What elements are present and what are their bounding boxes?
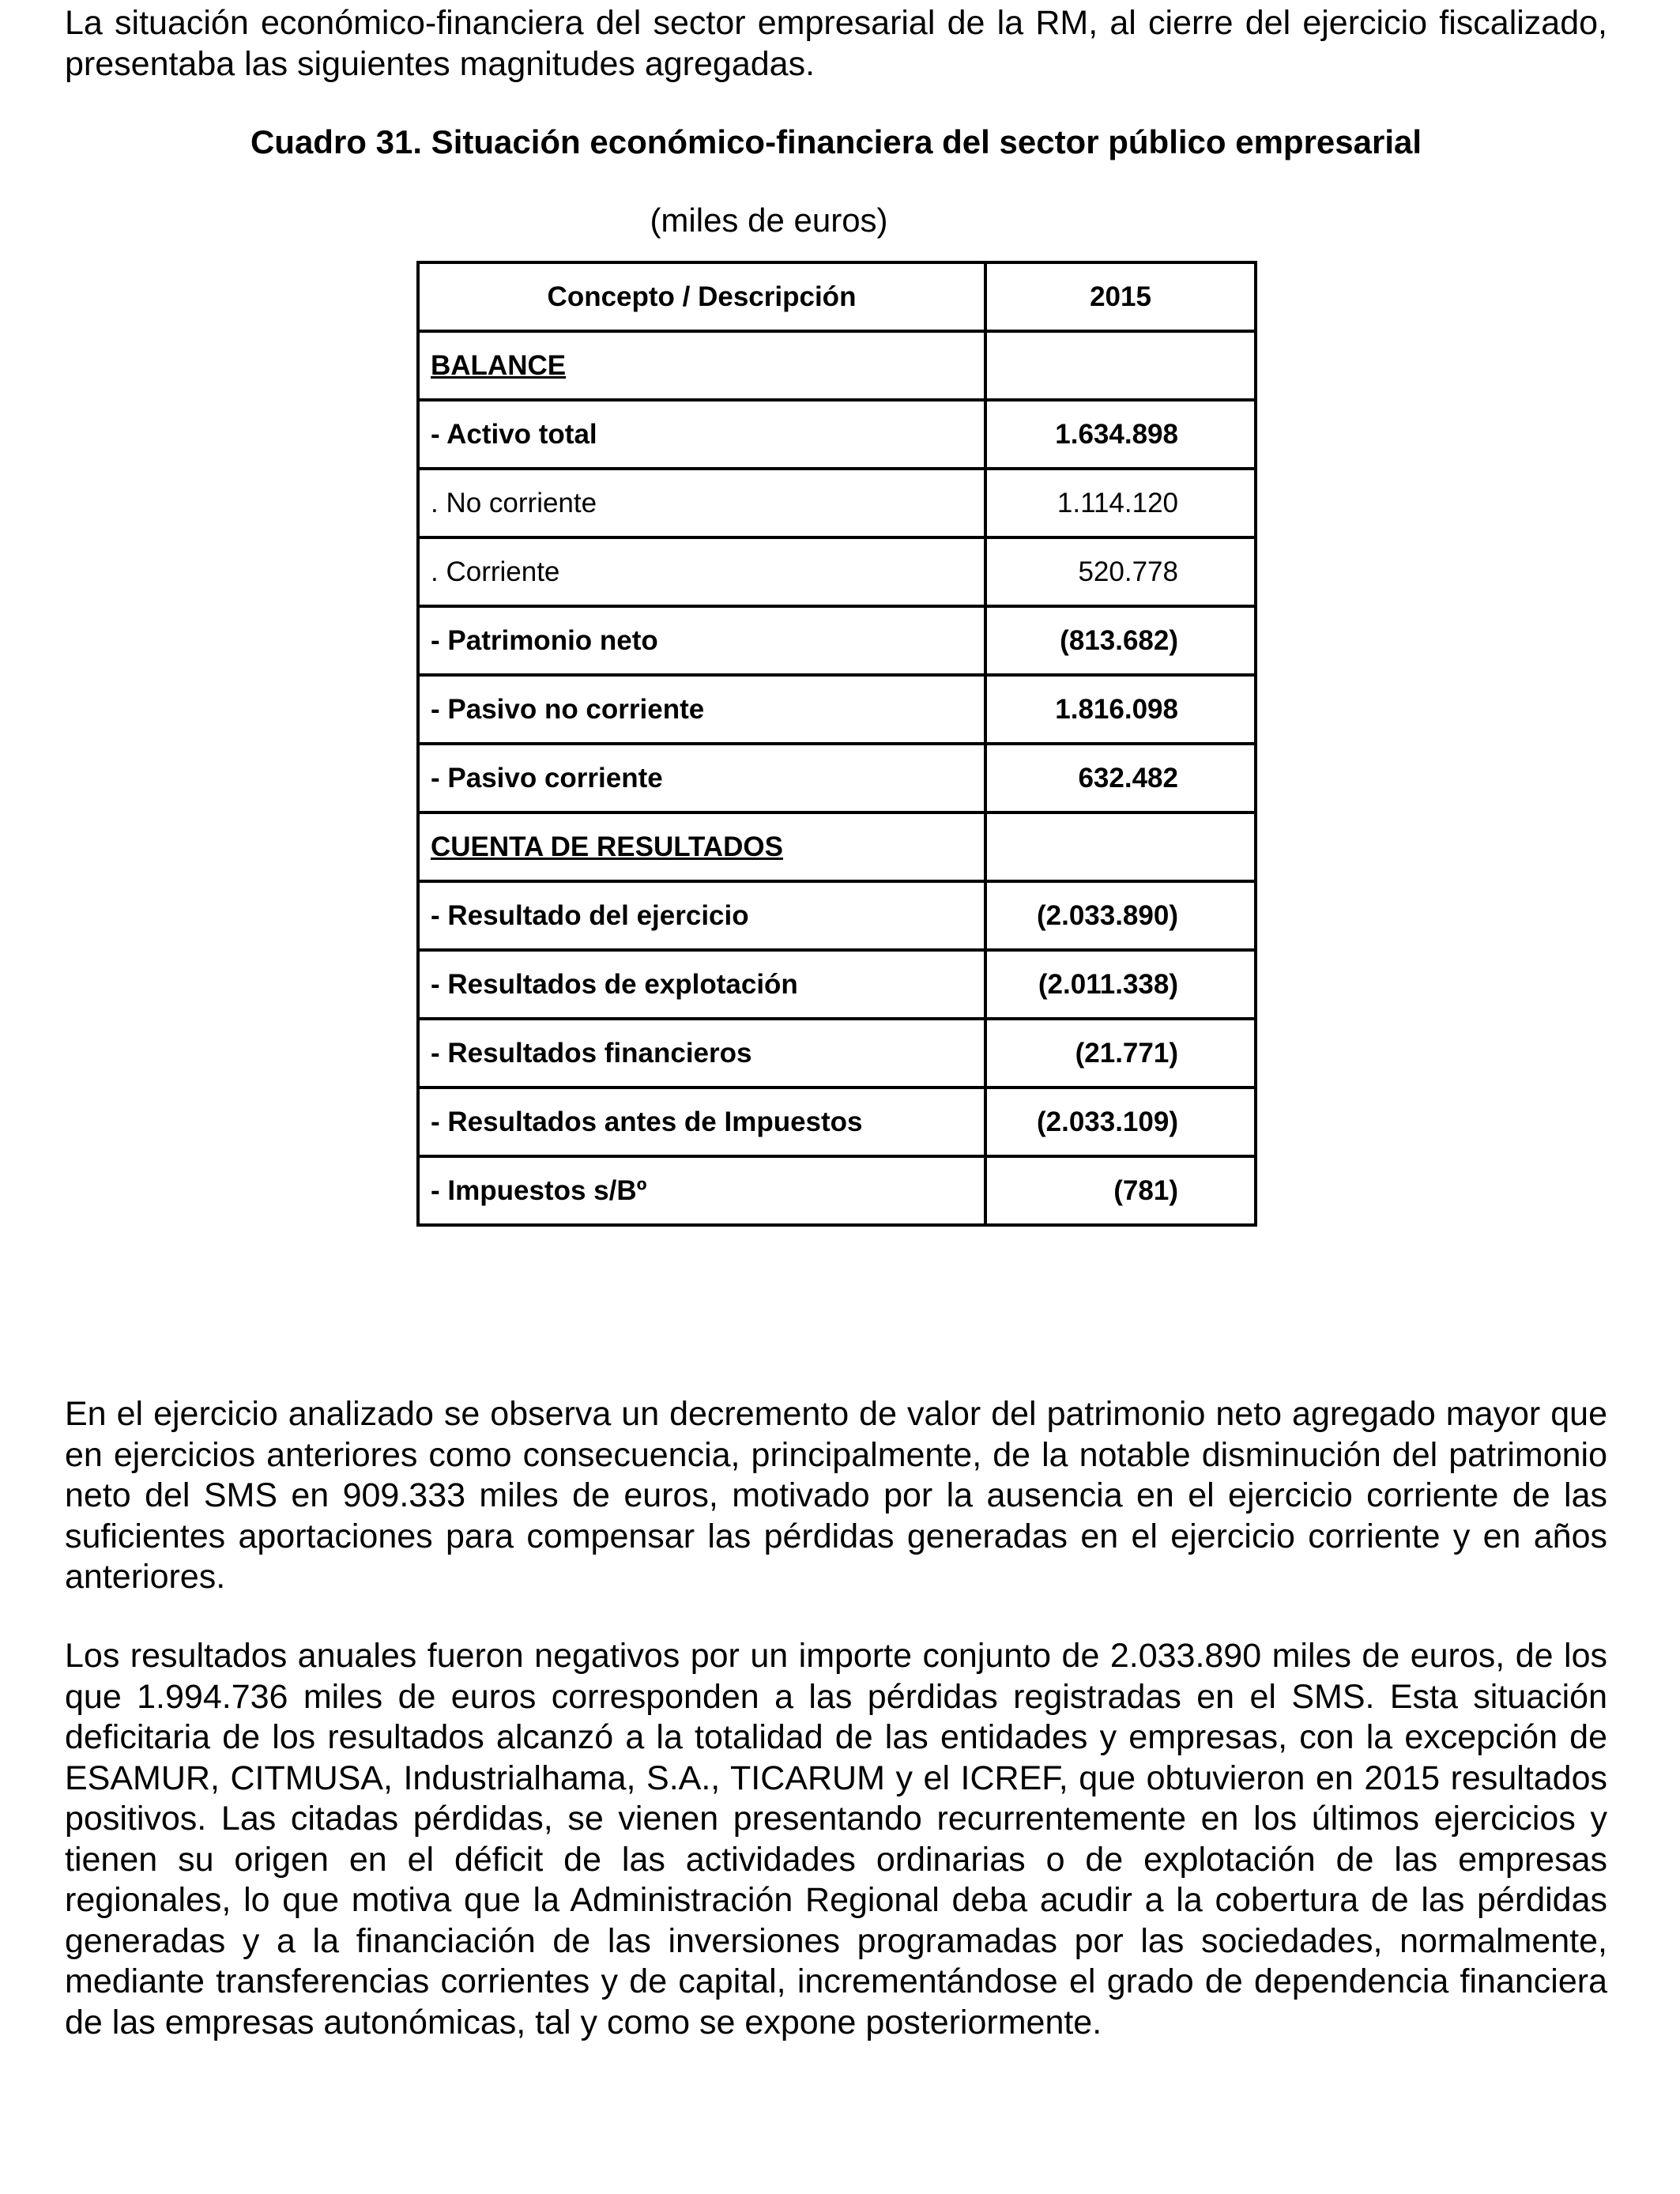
table-row [418, 400, 1256, 469]
row-value: 632.482 [985, 744, 1256, 812]
row-value: 1.816.098 [985, 675, 1256, 744]
financial-table [416, 261, 1257, 1227]
table-row [418, 1019, 1256, 1088]
row-label: - Activo total [418, 400, 985, 469]
row-value: 1.114.120 [985, 469, 1256, 537]
row-label: - Resultados antes de Impuestos [418, 1088, 985, 1156]
row-label: - Resultado del ejercicio [418, 881, 985, 950]
row-value [985, 812, 1256, 881]
row-value: (2.011.338) [985, 950, 1256, 1019]
row-label: . Corriente [418, 537, 985, 606]
row-value: 520.778 [985, 537, 1256, 606]
table-row [418, 950, 1256, 1019]
body-paragraph-2: Los resultados anuales fueron negativos por un importe conjunto de 2.033.890 miles de euros, de los que 1.994.736 miles de euros corresponden a las pérdidas registradas en el SMS. Esta situación deficitaria de los resultados alcanzó a la totalidad de las entidades y empresas, con la excepción de ESAMUR, CITMUSA, Industrialhama, S.A., TICARUM y el ICREF, que obtuvieron en 2015 resultados positivos. Las citadas pérdidas, se vienen presentando recurrentemente en los últimos ejercicios y tienen su origen en el déficit de las actividades ordinarias o de explotación de las empresas regionales, lo que motiva que la Administración Regional deba acudir a la cobertura de las pérdidas generadas y a la financiación de las inversiones programadas por las sociedades, normalmente, mediante transferencias corrientes y de capital, incrementándose el grado de dependencia financiera de las empresas autonómicas, tal y como se expone posteriormente. [65, 1637, 1607, 2041]
table-row [418, 469, 1256, 537]
header-concept: Concepto / Descripción [418, 262, 985, 331]
row-value: (2.033.890) [985, 881, 1256, 950]
table-row [418, 1088, 1256, 1156]
row-value: (813.682) [985, 606, 1256, 675]
table-row [418, 331, 1256, 400]
section-label-balance: BALANCE [418, 331, 985, 400]
table-row [418, 606, 1256, 675]
table-row [418, 744, 1256, 812]
row-label: - Pasivo corriente [418, 744, 985, 812]
header-year: 2015 [985, 262, 1256, 331]
row-label: - Resultados financieros [418, 1019, 985, 1088]
section-label-resultados: CUENTA DE RESULTADOS [418, 812, 985, 881]
row-label: - Impuestos s/Bº [418, 1156, 985, 1225]
body-paragraph-1: En el ejercicio analizado se observa un decremento de valor del patrimonio neto agregado mayor que en ejercicios anteriores como consecuencia, principalmente, de la notable disminución del patrimonio neto del SMS en 909.333 miles de euros, motivado por la ausencia en el ejercicio corriente de las suficientes aportaciones para compensar las pérdidas generadas en el ejercicio corriente y en años anteriores. [65, 1395, 1607, 1596]
table-row [418, 675, 1256, 744]
table-header-row [418, 262, 1256, 331]
row-value: (21.771) [985, 1019, 1256, 1088]
row-value: (2.033.109) [985, 1088, 1256, 1156]
row-value: 1.634.898 [985, 400, 1256, 469]
table-units: (miles de euros) [650, 202, 888, 239]
intro-paragraph: La situación económico-financiera del sector empresarial de la RM, al cierre del ejercicio fiscalizado, presentaba las siguientes magnitudes agregadas. [65, 4, 1607, 83]
table-caption: Cuadro 31. Situación económico-financiera del sector público empresarial [250, 123, 1422, 160]
row-value: (781) [985, 1156, 1256, 1225]
table-row [418, 1156, 1256, 1225]
row-label: - Resultados de explotación [418, 950, 985, 1019]
table-row [418, 812, 1256, 881]
table-row [418, 537, 1256, 606]
row-label: - Patrimonio neto [418, 606, 985, 675]
row-value [985, 331, 1256, 400]
row-label: . No corriente [418, 469, 985, 537]
row-label: - Pasivo no corriente [418, 675, 985, 744]
table-row [418, 881, 1256, 950]
